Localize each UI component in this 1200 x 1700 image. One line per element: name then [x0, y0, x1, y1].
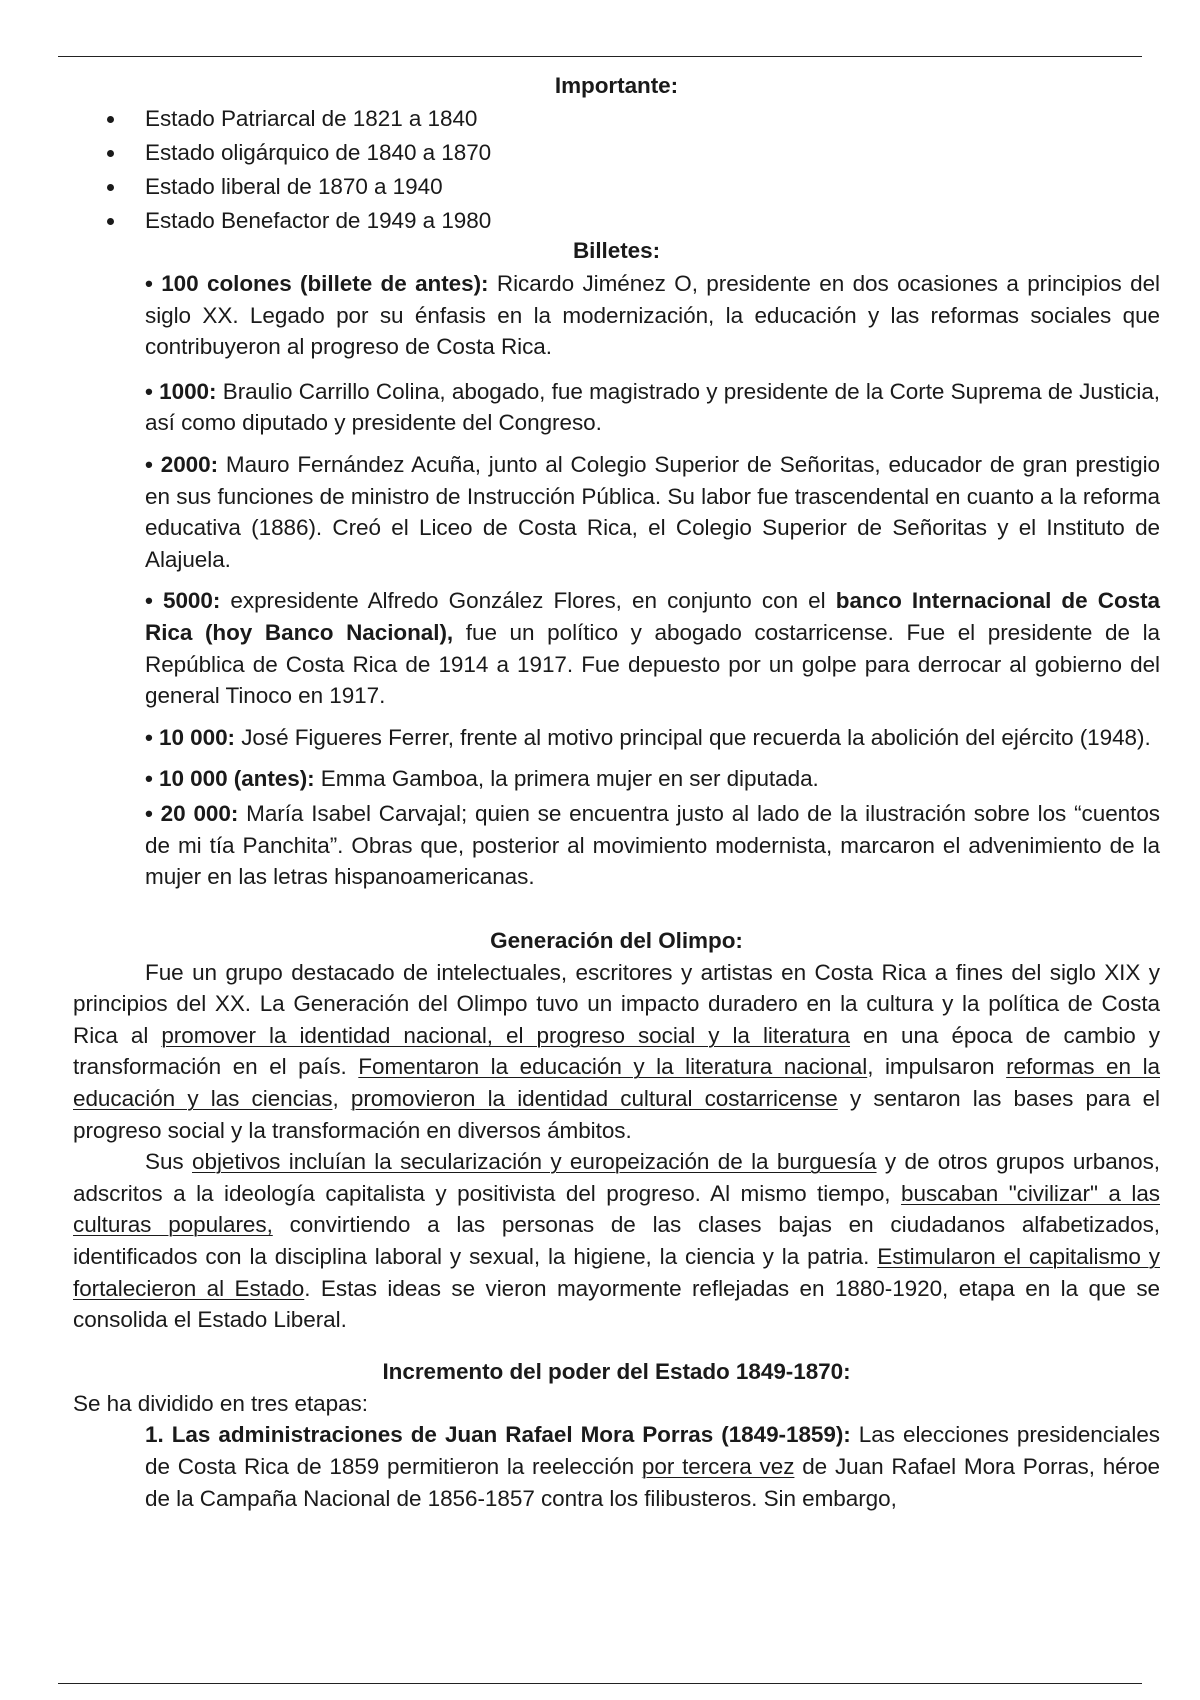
incremento-heading: Incremento del poder del Estado 1849-1870: [382, 1358, 851, 1384]
underlined-text: buscaban "civilizar" a las culturas populares, [73, 1180, 1160, 1238]
billetes-heading: Billetes: [572, 238, 661, 263]
billete-10000-antes [145, 763, 1160, 795]
billete-text: Emma Gamboa, la primera mujer en ser diputada. [314, 766, 819, 792]
billete-label: • 5000: [145, 588, 221, 614]
paragraph-text: , [332, 1086, 351, 1112]
paragraph-text: de Juan Rafael Mora Porras, héroe de la Campaña Nacional de 1856-1857 contra los filibusteros. Sin embargo, [145, 1454, 1161, 1511]
underlined-text: Estimularon el capitalismo y fortalecieron al Estado [73, 1244, 1160, 1301]
billete-label: • 100 colones (billete de antes): [145, 271, 489, 296]
billete-text: José Figueres Ferrer, frente al motivo principal que recuerda la abolición del ejército (1948). [235, 724, 1151, 750]
billete-label: • 10 000 (antes): [145, 766, 315, 792]
billete-label: • 20 000: [145, 800, 239, 826]
etapa-1 [73, 1419, 1160, 1514]
billete-text: Mauro Fernández Acuña, junto al Colegio Superior de Señoritas, educador de gran prestigio en sus funciones de ministro de Instrucción Pública. Su labor fue trascendental en cuanto a la reforma educativa (1886). Creó el Liceo de Costa Rica, el Colegio Superior de Señoritas y el Instituto de Alajuela. [145, 451, 1160, 572]
billete-20000 [145, 798, 1160, 893]
incremento-intro: Se ha dividido en tres etapas: [73, 1390, 368, 1416]
underlined-text: promovieron la identidad cultural costarricense [350, 1086, 838, 1112]
paragraph-text: convirtiendo a las personas de las clases bajas en ciudadanos alfabetizados, identificados con la disciplina laboral y sexual, la higiene, la ciencia y la patria. [73, 1212, 1160, 1270]
section-spacer [73, 1336, 1160, 1356]
underlined-text: objetivos incluían la secularización y europeización de la burguesía [192, 1149, 877, 1175]
paragraph-text: Sus [145, 1149, 193, 1175]
list-item: Estado oligárquico de 1840 a 1870 [145, 136, 1160, 170]
billete-label: • 10 000: [145, 724, 235, 750]
underlined-text: reformas en la educación y las ciencias [73, 1054, 1160, 1112]
importante-heading: Importante: [554, 73, 679, 98]
olimpo-heading: Generación del Olimpo: [490, 927, 743, 953]
list-item: Estado liberal de 1870 a 1940 [145, 170, 1160, 204]
section-spacer [73, 893, 1160, 925]
billete-100 [145, 268, 1160, 363]
list-item: Estado Patriarcal de 1821 a 1840 [145, 102, 1160, 136]
paragraph-text: , impulsaron [867, 1054, 1007, 1080]
top-rule [58, 56, 1142, 57]
billete-text: María Isabel Carvajal; quien se encuentra justo al lado de la ilustración sobre los “cuentos de mi tía Panchita”. Obras que, posterior al movimiento modernista, marcaron el advenimiento de la mujer en las letras hispanoamericanas. [145, 800, 1160, 890]
billetes-section [73, 268, 1160, 893]
billete-bold-text: banco Internacional de Costa Rica (hoy Banco Nacional), [145, 588, 1161, 645]
billete-label: • 1000: [145, 378, 217, 404]
estado-periods-list [73, 102, 1160, 238]
billete-text: Ricardo Jiménez O, presidente en dos ocasiones a principios del siglo XX. Legado por su énfasis en la modernización, la educación y las reformas sociales que contribuyeron al progreso de Costa Rica. [145, 271, 1160, 360]
olimpo-paragraph-1 [73, 957, 1160, 1147]
underlined-text: Fomentaron la educación y la literatura nacional [358, 1054, 868, 1080]
bottom-rule [58, 1683, 1142, 1684]
list-item: Estado Benefactor de 1949 a 1980 [145, 204, 1160, 238]
paragraph-text: Fue un grupo destacado de intelectuales, escritores y artistas en Costa Rica a fines del siglo XIX y principios del XX. La Generación del Olimpo tuvo un impacto duradero en la cultura y la política de Costa Rica al [73, 959, 1160, 1048]
billete-text: expresidente Alfredo González Flores, en conjunto con el [220, 588, 836, 614]
paragraph-text: en una época de cambio y transformación en el país. [73, 1022, 1160, 1080]
paragraph-text: . Estas ideas se vieron mayormente reflejadas en 1880-1920, etapa en la que se consolida el Estado Liberal. [73, 1275, 1161, 1333]
underlined-text: promover la identidad nacional, el progreso social y la literatura [161, 1022, 850, 1048]
billete-label: • 2000: [145, 451, 219, 477]
olimpo-paragraph-2 [73, 1146, 1160, 1336]
etapa-label: 1. Las administraciones de Juan Rafael Mora Porras (1849-1859): [145, 1422, 851, 1448]
paragraph-text: y de otros grupos urbanos, adscritos a la ideología capitalista y positivista del progreso. Al mismo tiempo, [73, 1149, 1161, 1206]
billete-2000 [145, 449, 1160, 575]
billete-10000 [145, 722, 1160, 754]
document-body [73, 70, 1160, 1514]
paragraph-text: y sentaron las bases para el progreso social y la transformación en diversos ámbitos. [73, 1086, 1161, 1143]
billete-5000 [145, 585, 1160, 711]
billete-text: Braulio Carrillo Colina, abogado, fue magistrado y presidente de la Corte Suprema de Justicia, así como diputado y presidente del Congreso. [145, 378, 1160, 436]
underlined-text: por tercera vez [641, 1454, 795, 1479]
paragraph-text: Las elecciones presidenciales de Costa Rica de 1859 permitieron la reelección [145, 1422, 1160, 1479]
billete-1000 [145, 376, 1160, 439]
billete-text: fue un político y abogado costarricense. Fue el presidente de la República de Costa Rica de 1914 a 1917. Fue depuesto por un golpe para derrocar al gobierno del general Tinoco en 1917. [145, 619, 1160, 709]
